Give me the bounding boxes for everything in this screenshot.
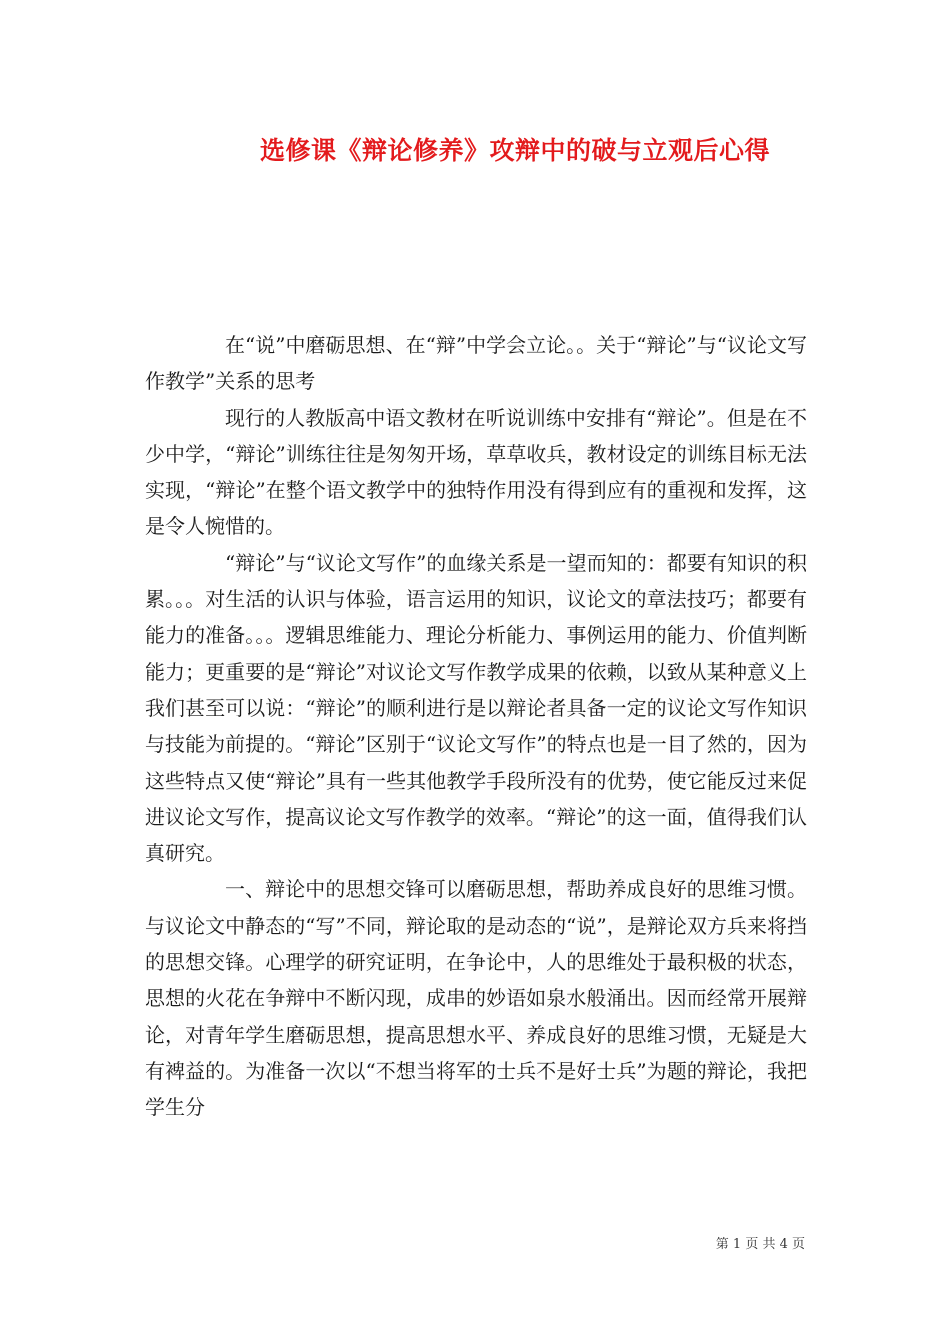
paragraph: 现行的人教版高中语文教材在听说训练中安排有“辩论”。但是在不少中学，“辩论”训练往往是匆匆开场，草草收兵，教材设定的训练目标无法实现，“辩论”在整个语文教学中的独特作用没有得到应有的重视和发挥，这是令人惋惜的。 <box>145 405 807 539</box>
paragraph: 一、辩论中的思想交锋可以磨砺思想，帮助养成良好的思维习惯。与议论文中静态的“写”不同，辩论取的是动态的“说”，是辩论双方兵来将挡的思想交锋。心理学的研究证明，在争论中，人的思维处于最积极的状态，思想的火花在争辩中不断闪现，成串的妙语如泉水般涌出。因而经常开展辩论，对青年学生磨砺思想，提高思想水平、养成良好的思维习惯，无疑是大有裨益的。为准备一次以“不想当将军的士兵不是好士兵”为题的辩论，我把学生分 <box>145 877 807 1120</box>
paragraph: “辩论”与“议论文写作”的血缘关系是一望而知的：都要有知识的积累。。。对生活的认识与体验，语言运用的知识，议论文的章法技巧；都要有能力的准备。。。逻辑思维能力、理论分析能力、事例运用的能力、价值判断能力；更重要的是“辩论”对议论文写作教学成果的依赖，以致从某种意义上我们甚至可以说：“辩论”的顺利进行是以辩论者具备一定的议论文写作知识与技能为前提的。“辩论”区别于“议论文写作”的特点也是一目了然的，因为这些特点又使“辩论”具有一些其他教学手段所没有的优势，使它能反过来促进议论文写作，提高议论文写作教学的效率。“辩论”的这一面，值得我们认真研究。 <box>145 550 807 866</box>
page-number-footer: 第 1 页 共 4 页 <box>715 1237 805 1252</box>
document-body <box>145 327 807 1126</box>
document-title: 选修课《辩论修养》攻辩中的破与立观后心得 <box>259 136 770 165</box>
paragraph: 在“说”中磨砺思想、在“辩”中学会立论。。关于“辩论”与“议论文写作教学”关系的思考 <box>145 333 807 394</box>
